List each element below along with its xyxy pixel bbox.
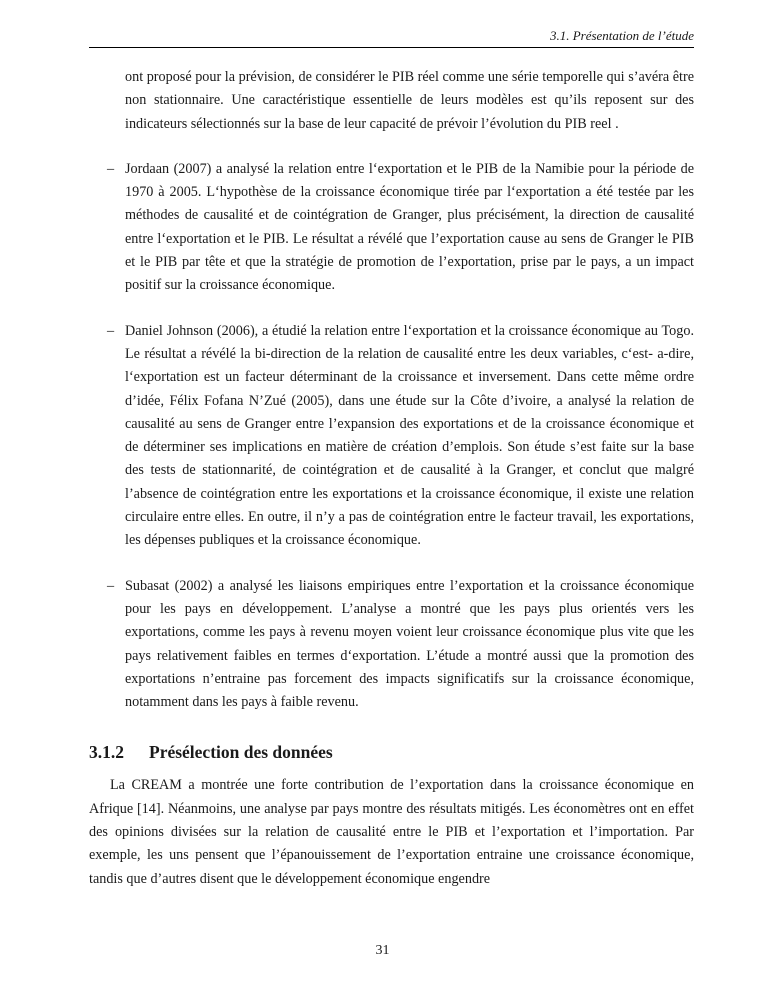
page-body — [89, 66, 694, 891]
list-item-text: Jordaan (2007) a analysé la relation entre l‘exportation et le PIB de la Namibie pour la période de 1970 à 2005. L‘hypothèse de la croissance économique tirée par l‘exportation a été testée par les méthodes de causalité et de cointégration de Granger, plus précisément, la direction de causalité entre l‘exportation et le PIB. Le résultat a révélé que l’exportation cause au sens de Granger le PIB et le PIB par tête et que la stratégie de promotion de l’exportation, prise par le pays, a un impact positif sur la croissance économique. — [125, 160, 694, 294]
dash-bullet: – — [107, 322, 115, 339]
section-paragraph: La CREAM a montrée une forte contribution de l’exportation dans la croissance économique en Afrique [14]. Néanmoins, une analyse par pays montre des résultats mitigés. Les économètres ont en effet des opinions divisées sur la relation de causalité entre le PIB et l’exportation et l’importation. Par exemple, les uns pensent que l’épanouissement de l’exportation entraine une croissance économique, tandis que d’autres disent que le développement économique engendre — [89, 777, 694, 887]
section-number: 3.1.2 — [89, 742, 124, 763]
running-head: 3.1. Présentation de l’étude — [549, 28, 694, 43]
section-title: Présélection des données — [149, 742, 333, 763]
header-rule — [89, 47, 694, 48]
dash-bullet: – — [107, 160, 115, 177]
literature-list — [89, 158, 694, 715]
list-item-text: Subasat (2002) a analysé les liaisons empiriques entre l’exportation et la croissance économique pour les pays en développement. L’analyse a montré que les pays plus orientés vers les exportations, comme les pays à revenu moyen voient leur croissance économique plus vite que les pays relativement faibles en termes d‘exportation. L’étude a montré aussi que la promotion des exportations n’entraine pas forcement des impacts significatifs sur la croissance économique, notamment dans les pays à faible revenu. — [125, 577, 694, 711]
continuation-paragraph: ont proposé pour la prévision, de considérer le PIB réel comme une série temporelle qui s’avéra être non stationnaire. Une caractéristique essentielle de leurs modèles est qu’ils reposent sur des indicateurs sélectionnés sur la base de leur capacité de prévoir l’évolution du PIB reel . — [125, 69, 694, 132]
list-item — [89, 320, 694, 553]
dash-bullet: – — [107, 577, 115, 594]
list-item — [89, 158, 694, 298]
section-heading — [89, 740, 694, 764]
page-number: 31 — [375, 943, 390, 958]
list-item — [89, 575, 694, 715]
list-item-text: Daniel Johnson (2006), a étudié la relation entre l‘exportation et la croissance économique au Togo. Le résultat a révélé la bi-direction de la relation de causalité entre les deux variables, c‘est- a-dire, l‘exportation est un facteur déterminant de la croissance et inversement. Dans cette même ordre d’idée, Félix Fofana N’Zué (2005), dans une étude sur la Côte d’ivoire, a analysé la relation de causalité au sens de Granger entre l’expansion des exportations et de la croissance économique et de déterminer ses implications en matière de création d’emplois. Son étude s’est faite sur la base des tests de stationnarité, de cointégration et de causalité à la Granger, et conclut que malgré l’absence de cointégration entre les exportations et la croissance économique, il existe une relation circulaire entre elles. En outre, il n’y a pas de cointégration entre le facteur travail, les exportations, les dépenses publiques et la croissance économique. — [125, 322, 694, 549]
